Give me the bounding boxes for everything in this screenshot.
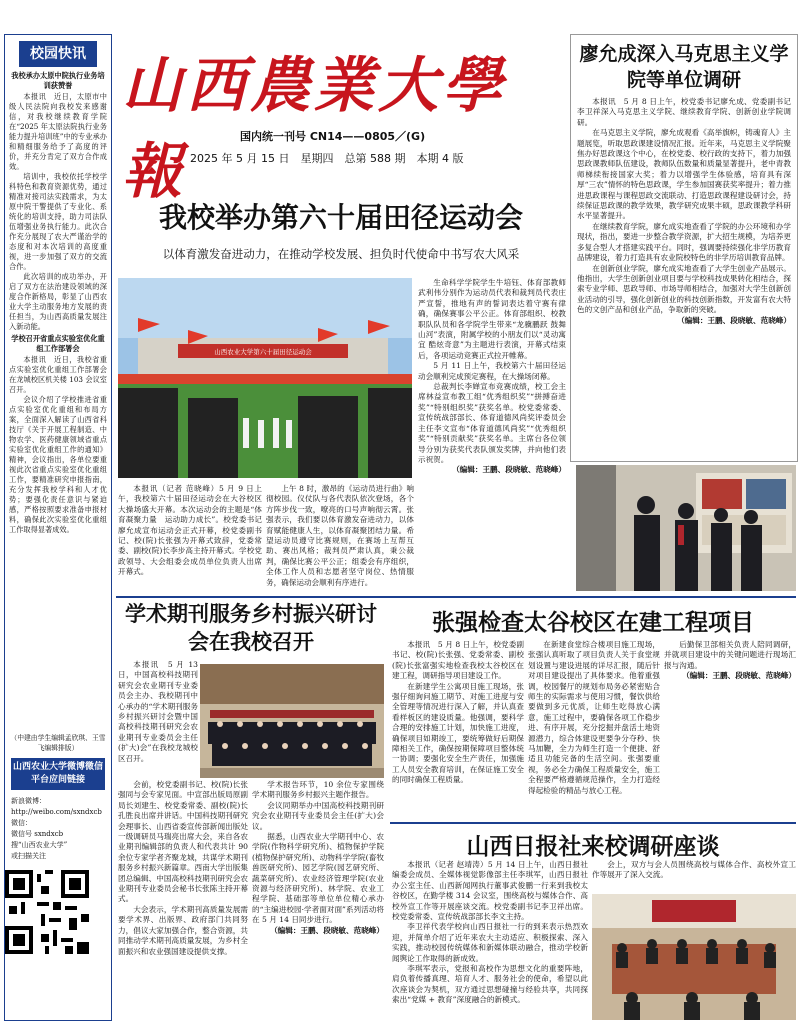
- paragraph: 会前，校党委副书记、校(院)长张强同与会专家见面。中宣部出版局原副局长刘建生、校党委常委、副校(院)长孔胜良出席并讲话。中国科技期刊研究会理事长、山西省委宣传部新闻出版处一级调研员马瑞亮出席大会，来自各农业期刊编辑部的负责人和代表共计 90 余位专家学者齐聚龙城，共谋学术期刊服务乡村振兴新篇章。西南大学出版集团总编辑、中国高校科技期刊研究会农业期刊专业委员会秘书长张陈主持开幕式。: [118, 780, 248, 904]
- news-item-text: 本报讯 近日，我校省重点实验室优化重组工作部署会在龙城校区机关楼 103 会议室召开。: [9, 355, 107, 394]
- paragraph: 李琪军表示，党报和高校作为思想文化的重要阵地，肩负着传播真理、培育人才、服务社会的使命，希望以此次座谈会为契机，双方通过思想碰撞与经验共享，共同探索出“党媒 + 教育”深度融合的新模式。: [392, 964, 588, 1005]
- section-divider: [390, 822, 796, 824]
- news-item-title: 学校召开省重点实验室优化重组工作部署会: [11, 334, 105, 353]
- paragraph: 本报讯（记者 赵靖涛）5 月 14 日上午，山西日报社编委会成员、全媒体视觉影像部主任李琪军，山西日报社办公室主任、山西新闻网执行董事武俊鹏一行来到我校太谷校区，在勤学楼 314 会议室，围绕高校与媒体合作、高校外宣工作等开展座谈交流。校党委副书记李卫祥出席。校党委常委、宣传统战部部长李文主持。: [392, 860, 588, 922]
- sports-banner-text: 山西农业大学第六十届田径运动会: [214, 348, 312, 356]
- news-item-text: 本报讯 近日，太原市中级人民法院向我校发来感谢信，对我校继续教育学院在“2025 年太原法院执行业务能力提升培训班”中的专业承办和精细服务给予了高度的评价，并充分肯定了双方合作成效。: [9, 92, 107, 171]
- paragraph: 学术报告环节，10 余位专家围绕学术期刊服务乡村振兴主题作报告。: [252, 780, 384, 800]
- news-item-text: 此次培训的成功举办，开启了双方在法治建设领域的深度合作新格局，彰显了山西农业大学主动服务地方发展的责任担当，为山西高质量发展注入新动能。: [9, 272, 107, 331]
- news-item-text: 培训中，我校依托学校学科特色和教育资源优势，通过精准对接司法实践需求，为太原中院干警提供了专业化、系统化的培训支持，助力司法队伍增强业务执行能力。此次合作充分展现了农大严谨治学的态度和对本次培训的高度重视，进一步加强了双方的交流合作。: [9, 172, 107, 271]
- sports-meet-photo: [118, 278, 412, 478]
- article-signature: （编辑：王鹏、段晓敏、范晓峰）: [270, 925, 384, 935]
- meeting-photo: [592, 894, 796, 1020]
- journal-article-lead: [118, 660, 198, 766]
- contact-line: 搜“山西农业大学”: [11, 841, 68, 849]
- construction-headline: 张强检查太谷校区在建工程项目: [432, 610, 754, 636]
- contacts-block: [5, 794, 111, 864]
- campus-news-body: [5, 71, 111, 535]
- paragraph: 本报讯 5 月 8 日上午，校党委书记廖允成、党委副书记李卫祥深入马克思主义学院、继续教育学院、创新创业学院调研。: [577, 97, 791, 127]
- paragraph: 总裁判长李婵宣布竞赛成绩，校工会主席林益宣布教工组“优秀组织奖”“拼搏奋进奖”“特别组织奖”获奖名单。校党委常委、宣传统战部部长、体育道德风尚奖评委员会主任李文宣布“体育道德风尚奖”“优秀组织奖”“特别贡献奖”获奖名单。主席台各位领导分别为获奖代表队颁发奖牌，并向他们表示祝贺。: [418, 382, 566, 464]
- construction-col2: [528, 640, 660, 820]
- paragraph: 李卫祥代表学校向山西日报社一行的到来表示热烈欢迎，并简单介绍了近年来农大主动适应、积极探索、深入实践，推动校园传统媒体和新媒体联动融合，推动学校新闻舆论工作取得的新成效。: [392, 922, 588, 963]
- paragraph: 5 月 11 日上午，我校第六十届田径运动会顺利完成预定赛程，在大操场闭幕。: [418, 361, 566, 381]
- main-article-col2: [266, 484, 414, 592]
- main-article-col1: [118, 484, 262, 592]
- article-signature: （编辑：王鹏、段晓敏、范晓峰）: [682, 671, 796, 681]
- section-divider: [116, 596, 796, 598]
- issue-number: 国内统一刊号 CN14——0805／(G): [240, 130, 426, 143]
- news-item-title: 我校承办太原中院执行业务培训获赞誉: [11, 71, 105, 90]
- weibo-link[interactable]: http://weibo.com/sxndxcb: [11, 808, 102, 816]
- wechat-banner: 山西农业大学微博微信平台应间链接: [11, 758, 105, 790]
- construction-col3: [664, 640, 796, 820]
- paragraph: 会议同期举办中国高校科技期刊研究会农业期刊专业委员会主任(扩大)会议。: [252, 800, 384, 831]
- article-signature: （编辑：王鹏、段晓敏、范晓峰）: [452, 465, 566, 475]
- visit-headline: 山西日报社来校调研座谈: [466, 834, 720, 860]
- paragraph: 上午 8 时，激昂的《运动员进行曲》响彻校园。仪仗队与各代表队依次登场，各个方阵步伐一致，嘹亮的口号声响彻云霄。张强表示，我们要以体育激发奋进动力，以体育赋能健康人生，以体育凝聚团结力量。希望运动员遵守比赛规则，在赛场上互帮互助、赛出风格；裁判员严肃认真，秉公裁判，确保比赛公平公正；组委会有序组织，全体工作人员和志愿者坚守岗位、热情服务，确保运动会顺利有序进行。: [266, 484, 414, 587]
- paragraph: 在继续教育学院，廖允成实地查看了学院的办公环境和办学现状，指出，要进一步整合教学资源，扩大招生规模，为培养更多复合型人才搭建实践平台。同时，强调要持续强化非学历教育品牌建设，着力打造具有农业院校特色的非学历培训教育品牌。: [577, 221, 791, 263]
- paragraph: 在马克思主义学院，廖允成观看《高举旗帜，铸魂育人》主题展览，听取思政课建设情况汇报。近年来，马克思主义学院聚焦办好思政课这个中心，在校党委、校行政的支持下，着力加强思政课教师队伍建设，教师队伍数量和质量显著提升，老中青教师梯续衔接国家大奖；着力以增强学生体验感，培育具有深厚“三农”情怀的特色思政课，学生参加国赛获奖率提升；着力推进思政课程与课程思政交流联动、打造思政课程建设研讨会，持续保证思政课的教学效果，教学研究成果丰硕，思政课教学科研水平显著提升。: [577, 128, 791, 221]
- paragraph: 在新建学生公寓项目施工现场，张强仔细询问施工期节、对施工进度与安全管理等情况进行深入了解，并认真查看样板区的建设质量。他强调，要科学合理的安排施工计划，加快施工进度，确保项目如期竣工，要统筹做好后期保障相关工作，确保按期保障项目整体统一协调；要强化安全生产责任，加强施工人员安全教育培训，在保证施工安全的同时确保工程质量。: [392, 681, 524, 785]
- contact-line: 微信号 sxndxcb: [11, 830, 64, 838]
- contact-line: 新浪微博：: [11, 797, 46, 805]
- visit-photo: [576, 465, 796, 591]
- main-article-col3: [418, 278, 566, 588]
- campus-news-tag: 校园快讯: [19, 41, 97, 67]
- paragraph: 本报讯 5 月 8 日上午，校党委副书记、校(院)长张强、党委常委、副校(院)长张富强实地检查我校太谷校区在建工程，调研指导项目建设工作。: [392, 640, 524, 681]
- paragraph: 在新建食堂综合楼项目施工现场，张强认真听取了项目负责人关于食堂规划设置与建设进展的详尽汇报，随后针对项目建设提出了具体要求。他着重强调，校园餐厅的规划布局务必紧密贴合师生的实际需求与使用习惯，餐饮供给要做到多元优质，让师生吃得放心满意，施工过程中，要确保各项工作稳步进、有序开展，充分挖掘并盘活土地资源潜力，综合体建设更要争分夺秒、快马加鞭，全力为师生打造一个便捷、舒适且功能完备的生活空间。张强要重视，务必全力确保工程质量安全，施工全程要严格遵循规范操作，全力打造经得起检验的精品与放心工程。: [528, 640, 660, 795]
- qr-code-icon[interactable]: [5, 870, 89, 954]
- paragraph: 大会表示，学术期刊高质量发展需要学术界、出版界、政府部门共同努力，倡议大家加强合作，整合资源，共同推动学术期刊高质量发展，为乡村全面振兴和农业强国建设提供支撑。: [118, 904, 248, 956]
- article-signature: （编辑：王鹏、段晓敏、范晓峰）: [677, 315, 791, 325]
- newspaper-logo: 山西農業大學報: [122, 51, 506, 207]
- visit-col2: [592, 860, 796, 890]
- journal-article-col1: [118, 780, 248, 1015]
- article-body: [571, 93, 797, 330]
- left-footer: [5, 730, 111, 1020]
- journal-group-photo: [200, 664, 384, 778]
- paragraph: 会上，双方与会人员围绕高校与媒体合作、高校外宣工作等展开了深入交流。: [592, 860, 796, 880]
- article-headline: 廖允成深入马克思主义学院等单位调研: [579, 43, 789, 91]
- issue-date: 2025 年 5 月 15 日 星期四 总第 588 期 本期 4 版: [190, 152, 464, 165]
- paragraph: 据悉，山西农业大学期刊中心、农学院(作物科学研究所)、植物保护学院(植物保护研究所)、动物科学学院(畜牧兽医研究所)、园艺学院(园艺研究所、蔬菜研究所)、农业经济管理学院(农业资源与经济研究所)、林学院、农业工程学院、基础部等单位单位精心承办的“主编进校园·学者面对面”系列活动将在 5 月 14 日同步进行。: [252, 832, 384, 925]
- visit-col1: [392, 860, 588, 1020]
- journal-headline: 学术期刊服务乡村振兴研讨会在我校召开: [125, 602, 377, 654]
- research-visit-article: [570, 34, 798, 462]
- paragraph: 后勤保卫部相关负责人陪同调研，并就项目建设中的关键问题进行现场汇报与沟通。: [664, 640, 796, 670]
- journal-article-col2: [252, 780, 384, 1015]
- construction-col1: [392, 640, 524, 820]
- paragraph: 本报讯 5 月 13 日，中国高校科技期刊研究会农业期刊专业委员会主办、我校期刊中心承办的“学术期刊服务乡村振兴研讨会暨中国高校科技期刊研究会农业期刊专业委员会主任(扩大)会”在我校龙城校区召开。: [118, 660, 198, 763]
- main-subheadline: 以体育激发奋进动力，在推动学校发展、担负时代使命中书写农大风采: [162, 247, 520, 261]
- main-headline: 我校举办第六十届田径运动会: [158, 201, 523, 234]
- contact-line: 或扫描关注: [11, 852, 46, 860]
- paragraph: 在创新创业学院，廖允成实地查看了大学生创业产品展示。他指出，大学生创新创业项目要与学校科技成果转化相结合，探索专业学师、思政导师、市场导师相结合，加强对大学生创新创业活动的引导，强化创新创业的科技创新指数，开发富有农大特色的文创产品和创业产品，争取新的突破。: [577, 263, 791, 315]
- news-item-text: 会议介绍了学校推进省重点实验室优化重组和布局方案，全面深入解读了山西省科技厅《关于开展工程制造、中物农学、医药健康领域省重点实验室优化重组工作的通知》精神，会议指出，各单位要重视此次省重点实验室优化重组工作，要精准研究申报指南，充分发挥我校学科和人才优势；要强化责任意识与紧迫感，严格按照要求准备申报材料，确保此次实验室优化重组工作取得显著成效。: [9, 395, 107, 534]
- contact-line: 微信：: [11, 819, 32, 827]
- editor-note: （中建由学生编辑孟欣琪、王雪飞编辑排版）: [10, 734, 106, 752]
- paragraph: 生命科学学院学生牛培钰、体育部教师武利伟分别作为运动员代表和裁判员代表庄严宣誓，推地有声的誓词表达着守赛有律确，确保赛事公平公正。体育部组织、校教职队队员和各学院学生带来“龙骥鹏跃 鼓舞山河”表演，附属学校的小朋友们以“灵动寓宜 酷炫奇意”为主题进行表演，开幕式结束后，各项运动竞赛正式拉开帷幕。: [418, 278, 566, 360]
- paragraph: 本报讯（记者 范晓峰）5 月 9 日上午，我校第六十届田径运动会在大谷校区大操场盛大开幕。本次运动会的主题是“体育凝聚力量 运动助力成长”。校党委书记廖允成宣布运动会正式开幕，校党委副书记、校(院)长张强为开幕式致辞，党委常委、副校(院)长李步高主持开幕式。学校党政领导、大会组委会成员单位负责人出席开幕式。: [118, 484, 262, 577]
